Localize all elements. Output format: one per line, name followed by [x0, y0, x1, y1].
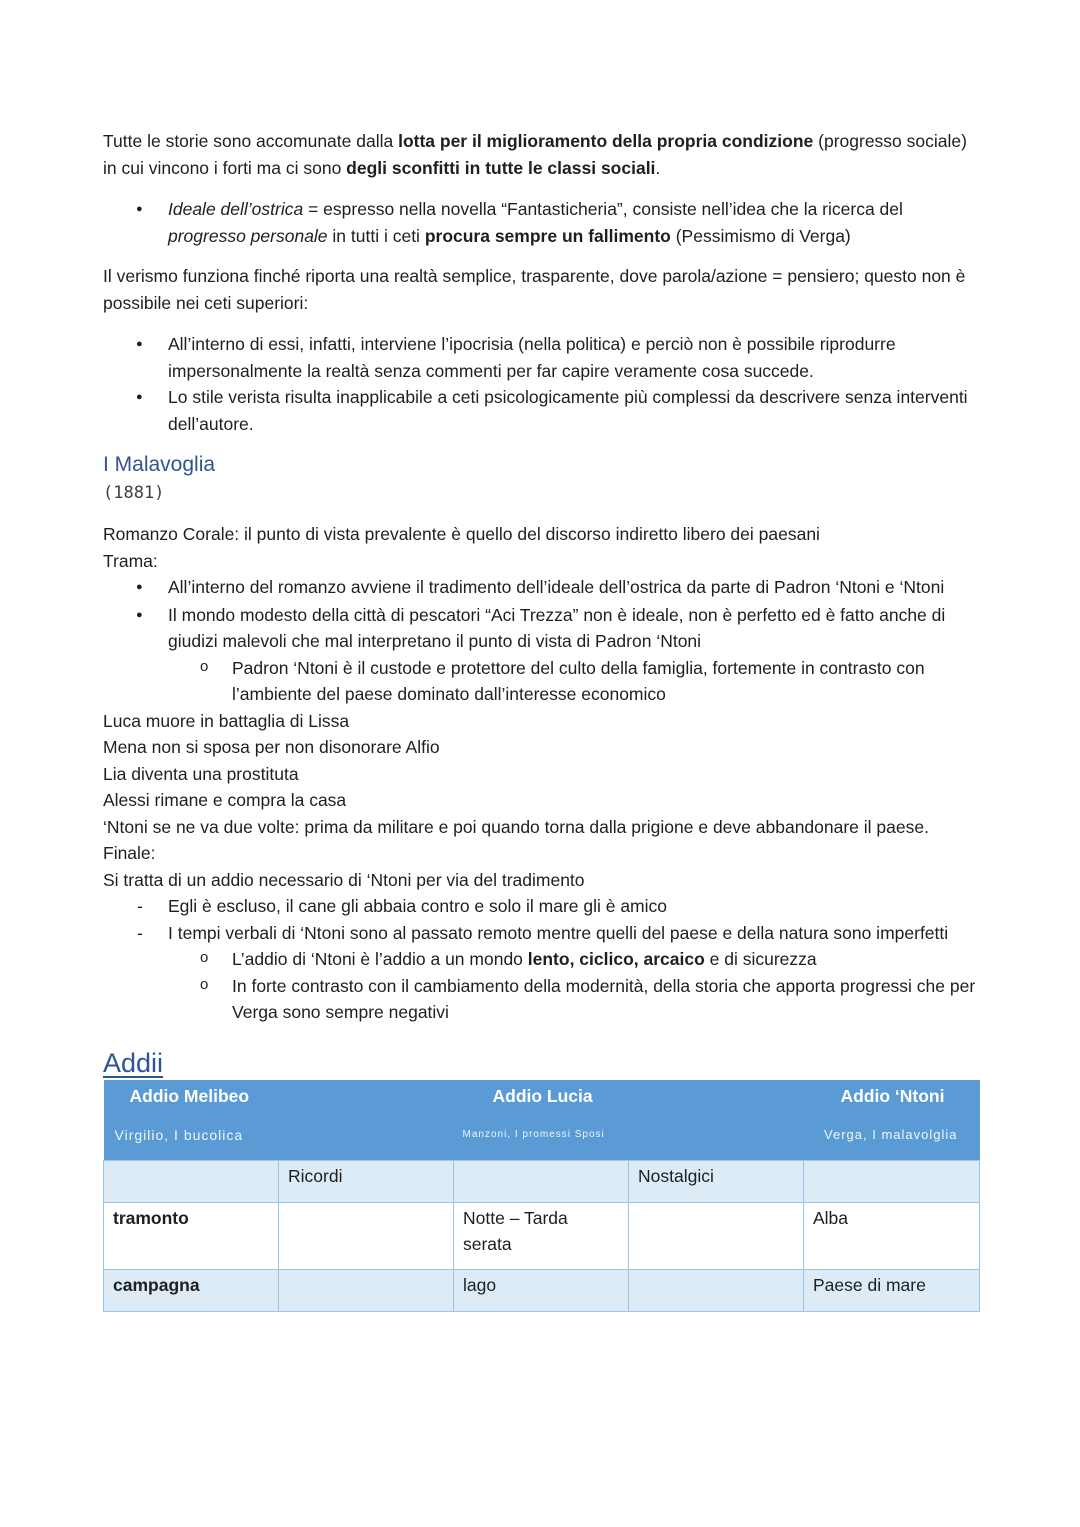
table-cell — [804, 1160, 980, 1202]
text-span: (Pessimismo di Verga) — [670, 225, 851, 246]
table-cell: Alba — [804, 1202, 980, 1269]
header-title: Addio Melibeo — [129, 1085, 250, 1106]
document-page — [103, 128, 978, 1312]
bold-span: lento, ciclico, arcaico — [527, 949, 705, 969]
verismo-paragraph: Il verismo funziona finché riporta una realtà semplice, trasparente, dove parola/azione = pensiero; questo non è possibile nei ceti superiori: — [103, 266, 966, 313]
table-cell: Ricordi — [279, 1160, 454, 1202]
table-cell — [629, 1202, 804, 1269]
table-cell: Paese di mare — [804, 1269, 980, 1311]
bold-span: procura sempre un fallimento — [424, 225, 671, 246]
header-cell-lucia — [454, 1080, 629, 1161]
text-line: Luca muore in battaglia di Lissa — [103, 710, 350, 731]
corale-line: Romanzo Corale: il punto di vista prevalente è quello del discorso indiretto libero dei paesani — [103, 524, 820, 544]
header-cell-melibeo — [104, 1080, 454, 1161]
row-label: tramonto — [113, 1207, 189, 1228]
list-item: - Egli è escluso, il cane gli abbaia contro e solo il mare gli è amico — [103, 893, 978, 920]
list-item-ostrica — [103, 196, 978, 249]
text-span: e di sicurezza — [704, 949, 817, 969]
table-row — [104, 1269, 980, 1311]
trama-label: Trama: — [103, 550, 158, 571]
table-cell: Nostalgici — [629, 1160, 804, 1202]
list-subitem: o Padron ‘Ntoni è il custode e protettore del culto della famiglia, fortemente in contrasto con l’ambiente del paese dominato dall’interesse economico — [103, 655, 978, 708]
header-subtitle: Manzoni, I promessi Sposi — [462, 1128, 605, 1140]
finale-list — [103, 893, 978, 1026]
table-row — [104, 1160, 980, 1202]
text-line: ‘Ntoni se ne va due volte: prima da militare e poi quando torna dalla prigione e deve abbandonare il paese. — [103, 816, 929, 837]
header-subtitle: Verga, I malavolglia — [824, 1126, 958, 1142]
row-label: campagna — [113, 1274, 200, 1295]
table-cell: Notte – Tarda serata — [454, 1202, 629, 1269]
header-title: Addio ‘Ntoni — [840, 1085, 945, 1106]
table-row — [104, 1202, 980, 1269]
table-cell — [279, 1202, 454, 1269]
text-span: Tutte le storie sono accomunate dalla — [103, 131, 399, 151]
header-subtitle: Virgilio, I bucolica — [114, 1126, 244, 1143]
header-cell-ntoni — [629, 1080, 980, 1161]
list-item: - I tempi verbali di ‘Ntoni sono al passato remoto mentre quelli del paese e della natura sono imperfetti — [103, 920, 978, 947]
list-item: ● Lo stile verista risulta inapplicabile a ceti psicologicamente più complessi da descrivere senza interventi dell’autore. — [103, 384, 978, 437]
table-cell — [629, 1269, 804, 1311]
ostrica-list — [103, 196, 978, 249]
intro-paragraph — [103, 128, 978, 181]
section-heading-addii: Addii — [103, 1047, 164, 1078]
text-line: Si tratta di un addio necessario di ‘Ntoni per via del tradimento — [103, 869, 585, 890]
table-cell — [454, 1160, 629, 1202]
table-cell — [279, 1269, 454, 1311]
header-title: Addio Lucia — [492, 1085, 593, 1106]
list-item: ● Il mondo modesto della città di pescatori “Aci Trezza” non è ideale, non è perfetto ed è fatto anche di giudizi malevoli che mal interpretano il punto di vista di Padron ‘Ntoni — [103, 602, 978, 655]
list-subitem: o In forte contrasto con il cambiamento della modernità, della storia che apporta progressi che per Verga sono sempre negativi — [103, 973, 978, 1026]
text-span: = espresso nella novella “Fantasticheria”, consiste nell’idea che la ricerca del — [303, 199, 903, 219]
section-year: (1881) — [103, 483, 165, 503]
text-line: Lia diventa una prostituta — [103, 763, 299, 784]
list-item: ● All’interno del romanzo avviene il tradimento dell’ideale dell’ostrica da parte di Padron ‘Ntoni e ‘Ntoni — [103, 574, 978, 601]
text-line: Alessi rimane e compra la casa — [103, 790, 347, 810]
text-span: . — [655, 157, 661, 178]
italic-span: Ideale dell’ostrica — [168, 199, 304, 219]
table-cell: lago — [454, 1269, 629, 1311]
italic-span: progresso personale — [168, 225, 328, 246]
text-line: Finale: — [103, 843, 156, 863]
list-subitem — [103, 946, 978, 973]
list-item: ● All’interno di essi, infatti, interviene l’ipocrisia (nella politica) e perciò non è possibile riprodurre impersonalmente la realtà senza commenti per far capire veramente cosa succede. — [103, 331, 978, 384]
table-cell — [104, 1160, 279, 1202]
bold-span: degli sconfitti in tutte le classi sociali — [346, 157, 656, 178]
text-span: L’addio di ‘Ntoni è l’addio a un mondo — [232, 949, 528, 969]
table-cell — [104, 1269, 279, 1311]
table-cell — [104, 1202, 279, 1269]
section-heading-malavoglia: I Malavoglia — [103, 453, 216, 476]
table-header-row — [104, 1080, 980, 1161]
bold-span: lotta per il miglioramento della propria condizione — [398, 131, 814, 151]
text-line: Mena non si sposa per non disonorare Alfio — [103, 737, 440, 757]
text-span: (progresso sociale) in cui vincono i forti ma ci sono — [103, 131, 967, 178]
verismo-list — [103, 331, 978, 437]
text-span: in tutti i ceti — [327, 225, 425, 246]
addii-table — [103, 1080, 980, 1312]
trama-list — [103, 574, 978, 708]
